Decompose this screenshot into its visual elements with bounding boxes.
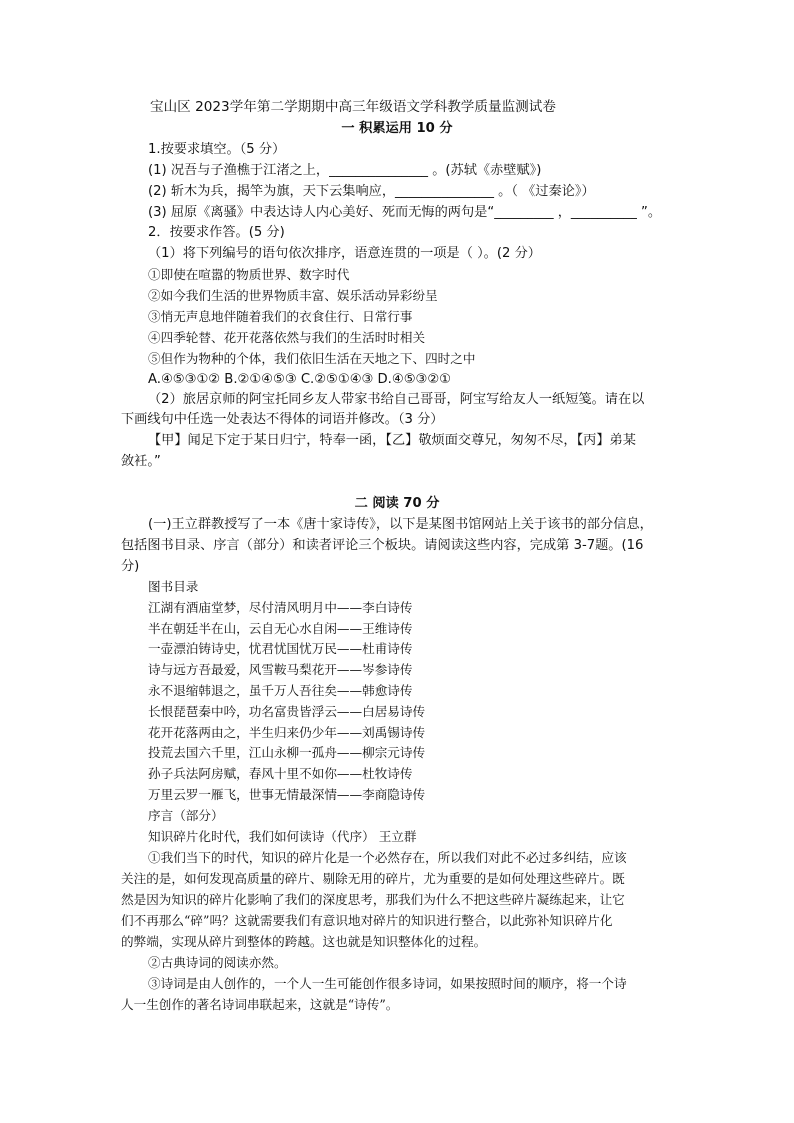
preface-title: 序言（部分） <box>148 808 224 823</box>
sentence-3: ③悄无声息地伴随着我们的衣食住行、日常行事 <box>148 309 413 324</box>
toc-entry-1: 江湖有酒庙堂梦，尽付清风明月中——李白诗传 <box>148 600 413 615</box>
toc-entry-5: 永不退缩韩退之，虽千万人吾往矣——韩愈诗传 <box>148 683 413 698</box>
sentence-5: ⑤但作为物种的个体，我们依旧生活在天地之下、四时之中 <box>148 351 476 366</box>
question-2-2-line-2: 下画线句中任选一处表达不得体的词语并修改。（3 分） <box>121 412 444 427</box>
exam-title: 宝山区 2023学年第二学期期中高三年级语文学科教学质量监测试卷 <box>150 99 556 115</box>
preface-para-1-line-4: 们不再那么“碎”吗？这就需要我们有意识地对碎片的知识进行整合，以此弥补知识碎片化 <box>121 913 613 928</box>
toc-entry-2: 半在朝廷半在山，云自无心水自闲——王维诗传 <box>148 621 413 636</box>
toc-entry-6: 长恨琵琶秦中吟，功名富贵皆浮云——白居易诗传 <box>148 704 426 719</box>
preface-para-1-line-1: ①我们当下的时代，知识的碎片化是一个必然存在，所以我们对此不必过多纠结，应该 <box>148 850 627 865</box>
preface-para-3-line-2: 人一生创作的著名诗词串联起来，这就是“诗传”。 <box>121 997 399 1012</box>
question-2-2-line-4: 敛衽。” <box>121 454 161 469</box>
question-1-2: (2) 斩木为兵，揭竿为旗，天下云集响应，_______________ 。（ 《过秦论》） <box>148 184 595 199</box>
section-2-heading: 二 阅读 70 分 <box>354 496 440 511</box>
question-2-2-line-1: （2）旅居京师的阿宝托同乡友人带家书给自己哥哥，阿宝写给友人一纸短笺。请在以 <box>148 392 645 407</box>
toc-entry-8: 投荒去国六千里，江山永柳一孤舟——柳宗元诗传 <box>148 745 426 760</box>
preface-para-1-line-3: 然是因为知识的碎片化影响了我们的深度思考，那我们为什么不把这些碎片凝练起来，让它 <box>121 892 625 907</box>
question-2-2-line-3: 【甲】闻足下定于某日归宁，特奉一函，【乙】敬烦面交尊兄，匆匆不尽，【丙】弟某 <box>148 433 636 448</box>
toc-title: 图书目录 <box>148 579 199 594</box>
question-2: 2．按要求作答。(5 分) <box>148 225 285 240</box>
toc-entry-4: 诗与远方吾最爱，风雪鞍马梨花开——岑参诗传 <box>148 662 413 677</box>
preface-para-3-line-1: ③诗词是由人创作的，一个人一生可能创作很多诗词，如果按照时间的顺序，将一个诗 <box>148 976 627 991</box>
question-1-3: (3) 屈原《离骚》中表达诗人内心美好、死而无悔的两句是“_________ ，__________ ”。 <box>148 205 662 220</box>
sentence-2: ②如今我们生活的世界物质丰富、娱乐活动异彩纷呈 <box>148 288 438 303</box>
answer-options: A.④⑤③①② B.②①④⑤③ C.②⑤①④③ D.④⑤③②① <box>148 372 451 387</box>
section-1-heading: 一 积累运用 10 分 <box>341 121 453 136</box>
sentence-4: ④四季轮替、花开花落依然与我们的生活时时相关 <box>148 330 426 345</box>
toc-entry-3: 一壶漂泊铸诗史，忧君忧国忧万民——杜甫诗传 <box>148 641 413 656</box>
question-1-1: (1) 况吾与子渔樵于江渚之上，_______________ 。(苏轼《赤壁赋》) <box>148 163 542 178</box>
preface-para-1-line-5: 的弊端，实现从碎片到整体的跨越。这也就是知识整体化的过程。 <box>121 934 487 949</box>
reading-intro-line-2: 包括图书目录、序言（部分）和读者评论三个板块。请阅读这些内容，完成第 3-7题。(16 <box>121 538 644 553</box>
question-1: 1.按要求填空。（5 分） <box>148 142 286 157</box>
toc-entry-10: 万里云罗一雁飞，世事无情最深情——李商隐诗传 <box>148 787 426 802</box>
question-2-1: （1）将下列编号的语句依次排序，语意连贯的一项是（ ）。(2 分） <box>148 246 541 261</box>
toc-entry-9: 孙子兵法阿房赋，春风十里不如你——杜牧诗传 <box>148 766 413 781</box>
reading-intro-line-1: (一)王立群教授写了一本《唐十家诗传》，以下是某图书馆网站上关于该书的部分信息， <box>148 517 653 532</box>
preface-para-2: ②古典诗词的阅读亦然。 <box>148 955 287 970</box>
toc-entry-7: 花开花落两由之，半生归来仍少年——刘禹锡诗传 <box>148 725 426 740</box>
preface-para-1-line-2: 关注的是，如何发现高质量的碎片、剔除无用的碎片，尤为重要的是如何处理这些碎片。既 <box>121 871 625 886</box>
preface-heading: 知识碎片化时代，我们如何读诗（代序） 王立群 <box>148 829 417 844</box>
reading-intro-line-3: 分) <box>121 559 140 574</box>
sentence-1: ①即使在喧嚣的物质世界、数字时代 <box>148 267 350 282</box>
